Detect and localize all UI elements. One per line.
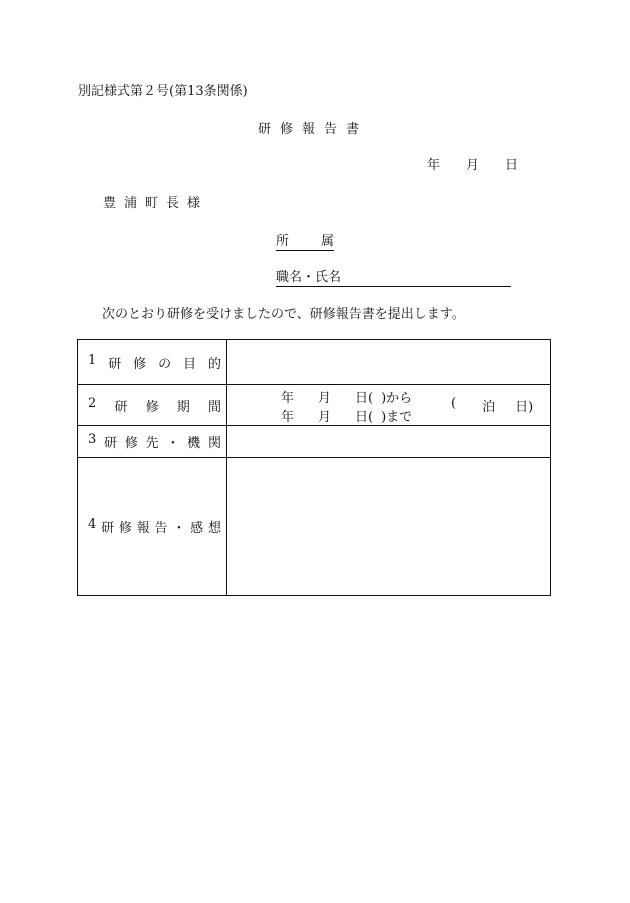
label-char: 機 bbox=[187, 436, 201, 451]
row-number: 3 bbox=[88, 432, 97, 447]
label-char: 研 bbox=[104, 436, 118, 451]
report-table bbox=[77, 339, 551, 596]
label-char: 報 bbox=[136, 521, 150, 536]
period-from-line bbox=[281, 387, 412, 406]
nights-label: 泊 bbox=[482, 400, 496, 415]
row-number: 1 bbox=[88, 352, 97, 368]
position-name-field bbox=[276, 266, 511, 287]
from-year: 年 bbox=[281, 391, 295, 406]
label-char: 感 bbox=[190, 521, 204, 536]
label-char: 修 bbox=[145, 399, 159, 415]
form-number: 別記様式第２号(第13条関係) bbox=[78, 84, 248, 99]
table-row-destination bbox=[78, 426, 551, 458]
label-char: 先 bbox=[145, 436, 159, 451]
purpose-value-cell[interactable] bbox=[227, 340, 551, 385]
date-line bbox=[427, 154, 518, 173]
label-char: ・ bbox=[166, 436, 180, 451]
from-month: 月 bbox=[318, 391, 332, 406]
affiliation-label-2: 属 bbox=[320, 234, 334, 249]
to-month: 月 bbox=[318, 410, 332, 425]
date-month: 月 bbox=[466, 158, 480, 173]
intro-text: 次のとおり研修を受けましたので、研修報告書を提出します。 bbox=[102, 307, 465, 322]
from-day: 日( bbox=[355, 391, 374, 406]
to-year: 年 bbox=[281, 410, 295, 425]
destination-value-cell[interactable] bbox=[227, 426, 551, 458]
period-label bbox=[78, 385, 227, 426]
table-row-report bbox=[78, 458, 551, 596]
label-char: ・ bbox=[172, 521, 186, 536]
label-char: 修 bbox=[124, 436, 138, 451]
affiliation-label-1: 所 bbox=[276, 234, 290, 249]
label-char: 想 bbox=[207, 521, 221, 536]
date-day: 日 bbox=[505, 158, 519, 173]
position-name-label: 職名・氏名 bbox=[276, 270, 342, 285]
label-char: 修 bbox=[118, 521, 132, 536]
label-char: 目 bbox=[183, 356, 197, 372]
destination-label bbox=[78, 426, 227, 458]
nights-day: 日) bbox=[515, 400, 534, 415]
label-char: 関 bbox=[207, 436, 221, 451]
to-day: 日( bbox=[355, 410, 374, 425]
label-char: 研 bbox=[101, 521, 115, 536]
label-char: 間 bbox=[207, 399, 221, 415]
row-number: 4 bbox=[88, 517, 97, 532]
table-row-period bbox=[78, 385, 551, 426]
label-char: 期 bbox=[176, 399, 190, 415]
label-char: の bbox=[158, 356, 172, 372]
addressee: 豊浦町長様 bbox=[103, 196, 209, 211]
nights-open: ( bbox=[451, 396, 457, 411]
document-title: 研修報告書 bbox=[258, 122, 369, 137]
report-label bbox=[78, 458, 227, 596]
label-char: 研 bbox=[108, 356, 122, 372]
label-char: 的 bbox=[207, 356, 221, 372]
label-char: 告 bbox=[154, 521, 168, 536]
date-year: 年 bbox=[427, 158, 441, 173]
affiliation-field bbox=[276, 230, 334, 251]
table-row-purpose bbox=[78, 340, 551, 385]
purpose-label bbox=[78, 340, 227, 385]
label-char: 研 bbox=[114, 399, 128, 415]
period-to-line bbox=[281, 406, 412, 425]
label-char: 修 bbox=[133, 356, 147, 372]
to-close: )まで bbox=[381, 410, 413, 425]
period-nights bbox=[451, 396, 533, 415]
report-value-cell[interactable] bbox=[227, 458, 551, 596]
period-value-cell[interactable] bbox=[227, 385, 551, 426]
from-close: )から bbox=[381, 391, 413, 406]
row-number: 2 bbox=[88, 395, 97, 411]
